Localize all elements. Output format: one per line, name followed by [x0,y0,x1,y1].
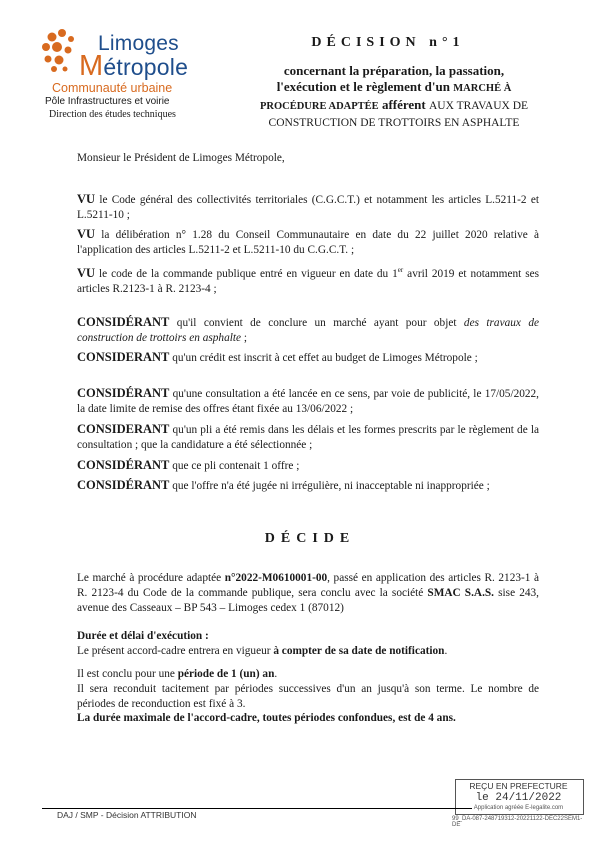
subject-line-2: l'exécution et le règlement d'un MARCHÉ À [276,79,512,94]
duration-paragraph-4: La durée maximale de l'accord-cadre, toutes périodes confondues, est de 4 ans. [77,712,456,724]
duration-paragraph-3: Il sera reconduit tacitement par périodes successives d'un an jusqu'à son terme. Le nombre de périodes de reconduction est fixé à 3. [77,683,539,710]
stamp-application: Application agréée E-legalite.com [473,805,564,811]
decision-title: DÉCISION n°1 [311,35,465,50]
stamp-received-label: REÇU EN PREFECTURE [469,781,568,791]
duration-heading: Durée et délai d'exécution : [77,630,209,642]
vu-paragraph-2: VU la délibération n° 1.28 du Conseil Communautaire en date du 22 juillet 2020 relative à l'application des articles L.5211-2 et L.5211-10 du C.G.C.T. ; [77,227,539,256]
considerant-paragraph-1: CONSIDÉRANT qu'il convient de conclure un marché ayant pour objet des travaux de construction de trottoirs en asphalte ; [77,315,539,344]
considerant-paragraph-5: CONSIDÉRANT que ce pli contenait 1 offre ; [77,458,300,472]
department-direction: Direction des études techniques [49,109,176,120]
footer-divider [42,808,472,809]
subject-line-3: PROCÉDURE ADAPTÉE afférent AUX TRAVAUX DE [259,97,529,112]
decide-paragraph-contract: Le marché à procédure adaptée n°2022-M0610001-00, passé en application des articles R. 2123-1 à R. 2123-4 du Code de la commande publique, sera conclu avec la société SMAC S.A.S. sise 243, avenue des Casseaux – BP 543 – Limoges cedex 1 (87012) [77,572,539,614]
vu-paragraph-3: VU le code de la commande publique entré en vigueur en date du 1er avril 2019 et notamment ses articles R.2123-1 à R. 2123-4 ; [77,265,540,295]
stamp-identifier: 99_DA-087-248719312-20221122-DEC22SEM1-DE [452,816,583,828]
vu-paragraph-1: VU le Code général des collectivités territoriales (C.G.C.T.) et notamment les articles L.5211-2 et L.5211-10 ; [77,192,539,221]
logo-text-limoges: Limoges [98,32,179,55]
decision-subject [244,63,544,131]
considerant-paragraph-4: CONSIDERANT qu'un pli a été remis dans les délais et les formes prescrits par le règlement de la consultation ; que la candidature a été sélectionnée ; [77,422,539,451]
addressee: Monsieur le Président de Limoges Métropole, [77,152,285,164]
logo-text-metropole: Métropole [79,50,189,82]
logo-dots-icon [40,28,84,74]
decide-heading: DÉCIDE [264,531,356,546]
stamp-date: le 24/11/2022 [475,792,562,804]
duration-paragraph-2: Il est conclu pour une période de 1 (un) an. [77,668,278,680]
considerant-paragraph-3: CONSIDÉRANT qu'une consultation a été lancée en ce sens, par voie de publicité, le 17/05/2022, la date limite de remise des offres étant fixée au 13/06/2022 ; [77,386,539,415]
considerant-paragraph-6: CONSIDÉRANT que l'offre n'a été jugée ni irrégulière, ni inacceptable ni inappropriée ; [77,478,490,492]
footer-text: DAJ / SMP - Décision ATTRIBUTION [57,810,197,820]
logo-subtitle: Communauté urbaine [52,81,173,95]
considerant-paragraph-2: CONSIDERANT qu'un crédit est inscrit à cet effet au budget de Limoges Métropole ; [77,350,478,364]
subject-line-1: concernant la préparation, la passation, [283,63,505,78]
duration-paragraph-1: Le présent accord-cadre entrera en vigueur à compter de sa date de notification. [77,645,448,657]
department-pole: Pôle Infrastructures et voirie [45,96,170,107]
subject-line-4: CONSTRUCTION DE TROTTOIRS EN ASPHALTE [268,117,520,129]
